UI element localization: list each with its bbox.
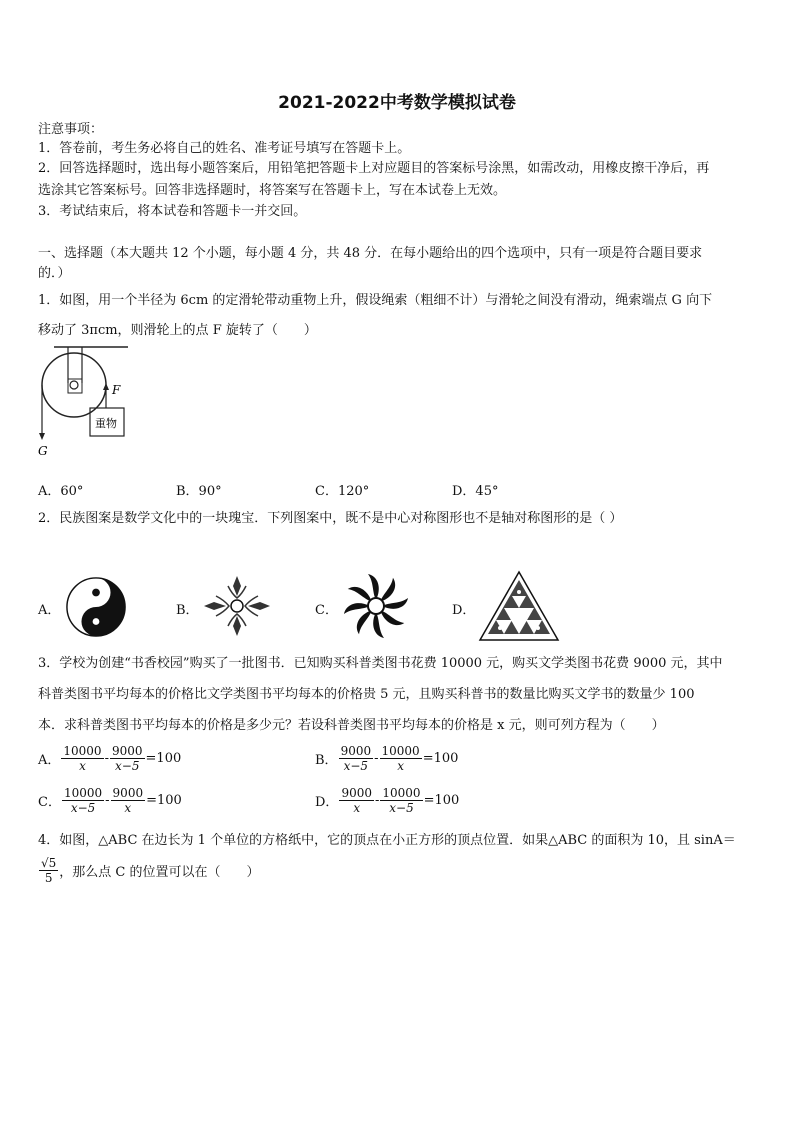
question-1-text: 1．如图，用一个半径为 6cm 的定滑轮带动重物上升，假设绳索（粗细不计）与滑轮之间没有滑动，绳索端点 G 向下 [38, 293, 713, 308]
option-label: B． [315, 753, 338, 768]
option-c-equation: C． $\frac{10000}{x-5}$ - $\frac{9000}{x}$ =100 [38, 786, 182, 815]
arrow-up-icon [103, 383, 109, 390]
option-d-label: D． [452, 603, 476, 618]
question-4-text-cont: $\frac{√5}{5}$ ，那么点 C 的位置可以在（ ） [41, 856, 260, 885]
question-3-text: 3．学校为创建“书香校园”购买了一批图书．已知购买科普类图书花费 10000 元，购买文学类图书花费 9000 元，其中 [38, 656, 723, 671]
notice-item: 选涂其它答案标号。回答非选择题时，将答案写在答题卡上，写在本试卷上无效。 [38, 183, 507, 198]
fraction-sqrt5-over-5: $\frac{√5}{5}$ [41, 856, 57, 885]
pinwheel-flower-icon [340, 570, 412, 642]
option-label: A． [38, 753, 61, 768]
fraction: $\frac{9000}{x}$ [341, 786, 372, 815]
fraction: $\frac{9000}{x-5}$ [111, 744, 143, 773]
pulley-wheel [42, 353, 106, 417]
label-F: F [112, 383, 121, 397]
pulley-axle [70, 381, 78, 389]
cross-flower-icon [202, 572, 272, 640]
option-label: C． [38, 795, 61, 810]
fraction: $\frac{9000}{x-5}$ [340, 744, 372, 773]
sierpinski-triangle-icon [478, 570, 560, 642]
question-3-text-cont: 科普类图书平均每本的价格比文学类图书平均每本的价格贵 5 元，且购买科普书的数量比购买文学书的数量少 100 [38, 687, 695, 702]
option-a: A．60° [38, 484, 84, 499]
option-a-equation: A． $\frac{10000}{x}$ - $\frac{9000}{x-5}$ =100 [38, 744, 182, 773]
label-G: G [38, 444, 48, 458]
notice-heading: 注意事项： [38, 122, 104, 137]
question-3-text-cont2: 本．求科普类图书平均每本的价格是多少元？若设科普类图书平均每本的价格是 x 元，则可列方程为（ ） [38, 718, 665, 733]
option-b-label: B． [176, 603, 199, 618]
option-a-label: A． [38, 603, 61, 618]
fraction: $\frac{9000}{x}$ [112, 786, 144, 815]
page-title: 2021-2022中考数学模拟试卷 [278, 93, 516, 113]
notice-item: 1．答卷前，考生务必将自己的姓名、准考证号填写在答题卡上。 [38, 141, 411, 156]
option-c: C．120° [315, 484, 370, 499]
section-heading-cont: 的．） [38, 266, 71, 281]
notice-item: 2．回答选择题时，选出每小题答案后，用铅笔把答题卡上对应题目的答案标号涂黑，如需改动，用橡皮擦干净后，再 [38, 161, 710, 176]
option-d: D．45° [452, 484, 499, 499]
option-c-label: C． [315, 603, 338, 618]
notice-item: 3．考试结束后，将本试卷和答题卡一并交回。 [38, 204, 307, 219]
section-heading: 一、选择题（本大题共 12 个小题，每小题 4 分，共 48 分．在每小题给出的四个选项中，只有一项是符合题目要求 [38, 246, 703, 261]
option-b: B．90° [176, 484, 222, 499]
fraction: $\frac{10000}{x}$ [63, 744, 102, 773]
option-d-equation: D． $\frac{9000}{x}$ - $\frac{10000}{x-5}$ =100 [315, 786, 460, 815]
question-2-text: 2．民族图案是数学文化中的一块瑰宝．下列图案中，既不是中心对称图形也不是轴对称图形的是（ ） [38, 511, 623, 526]
yin-yang-icon [64, 576, 128, 638]
option-b-equation: B． $\frac{9000}{x-5}$ - $\frac{10000}{x}$ =100 [315, 744, 459, 773]
option-label: D． [315, 795, 339, 810]
question-1-text-cont: 移动了 3πcm，则滑轮上的点 F 旋转了（ ） [38, 323, 317, 338]
fraction: $\frac{10000}{x-5}$ [63, 786, 103, 815]
question-4-text: 4．如图，△ABC 在边长为 1 个单位的方格纸中，它的顶点在小正方形的顶点位置．如果△ABC 的面积为 10，且 sinA＝ [38, 833, 736, 848]
fraction: $\frac{10000}{x-5}$ [382, 786, 421, 815]
fraction: $\frac{10000}{x}$ [381, 744, 420, 773]
weight-label: 重物 [95, 417, 117, 430]
pulley-figure [36, 345, 131, 470]
arrow-down-icon [39, 433, 45, 440]
